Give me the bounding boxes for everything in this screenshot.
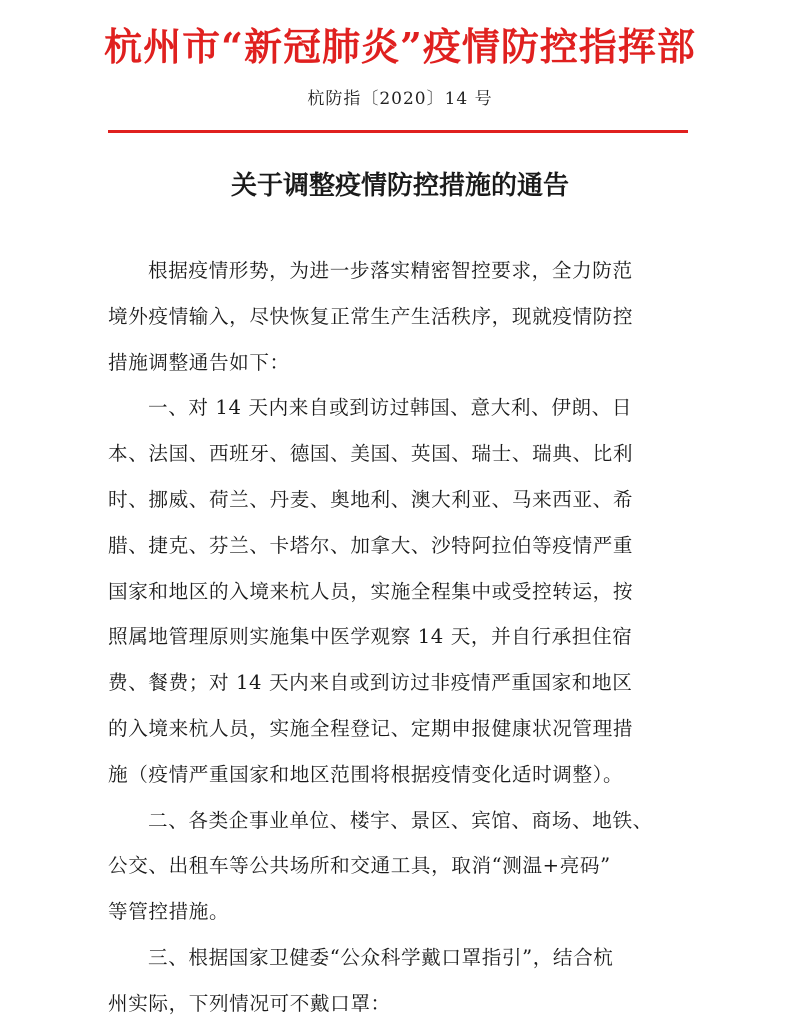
paragraph-line: 境外疫情输入，尽快恢复正常生产生活秩序，现就疫情防控 [108,304,634,328]
paragraph-line: 措施调整通告如下： [108,350,290,374]
paragraph-line: 的入境来杭人员，实施全程登记、定期申报健康状况管理措 [108,716,634,740]
paragraph-line: 本、法国、西班牙、德国、美国、英国、瑞士、瑞典、比利 [108,442,634,466]
paragraph-line: 等管控措施。 [108,900,230,924]
issuer-title: 杭州市“新冠肺炎”疫情防控指挥部 [104,24,696,69]
paragraph-line: 根据疫情形势，为进一步落实精密智控要求，全力防范 [148,259,633,282]
red-divider-line [108,130,688,133]
paragraph-line: 二、各类企事业单位、楼宇、景区、宾馆、商场、地铁、 [148,808,653,832]
notice-title: 关于调整疫情防控措施的通告 [230,171,569,201]
paragraph-line: 国家和地区的入境来杭人员，实施全程集中或受控转运，按 [108,579,634,603]
paragraph-line: 时、挪威、荷兰、丹麦、奥地利、澳大利亚、马来西亚、希 [108,487,634,511]
notice-body [108,248,688,1027]
document-number: 杭防指〔2020〕14 号 [307,89,493,109]
paragraph-line: 三、根据国家卫健委“公众科学戴口罩指引”，结合杭 [148,945,614,969]
paragraph-line: 州实际，下列情况可不戴口罩： [108,991,391,1015]
paragraph-line: 公交、出租车等公共场所和交通工具，取消“测温+亮码” [108,854,611,878]
paragraph-line: 一、对 14 天内来自或到访过韩国、意大利、伊朗、日 [148,396,633,420]
paragraph-line: 腊、捷克、芬兰、卡塔尔、加拿大、沙特阿拉伯等疫情严重 [108,533,634,557]
paragraph-line: 费、餐费；对 14 天内来自或到访过非疫情严重国家和地区 [108,671,633,695]
paragraph-line: 施（疫情严重国家和地区范围将根据疫情变化适时调整）。 [108,762,624,786]
paragraph-line: 照属地管理原则实施集中医学观察 14 天，并自行承担住宿 [108,625,633,649]
